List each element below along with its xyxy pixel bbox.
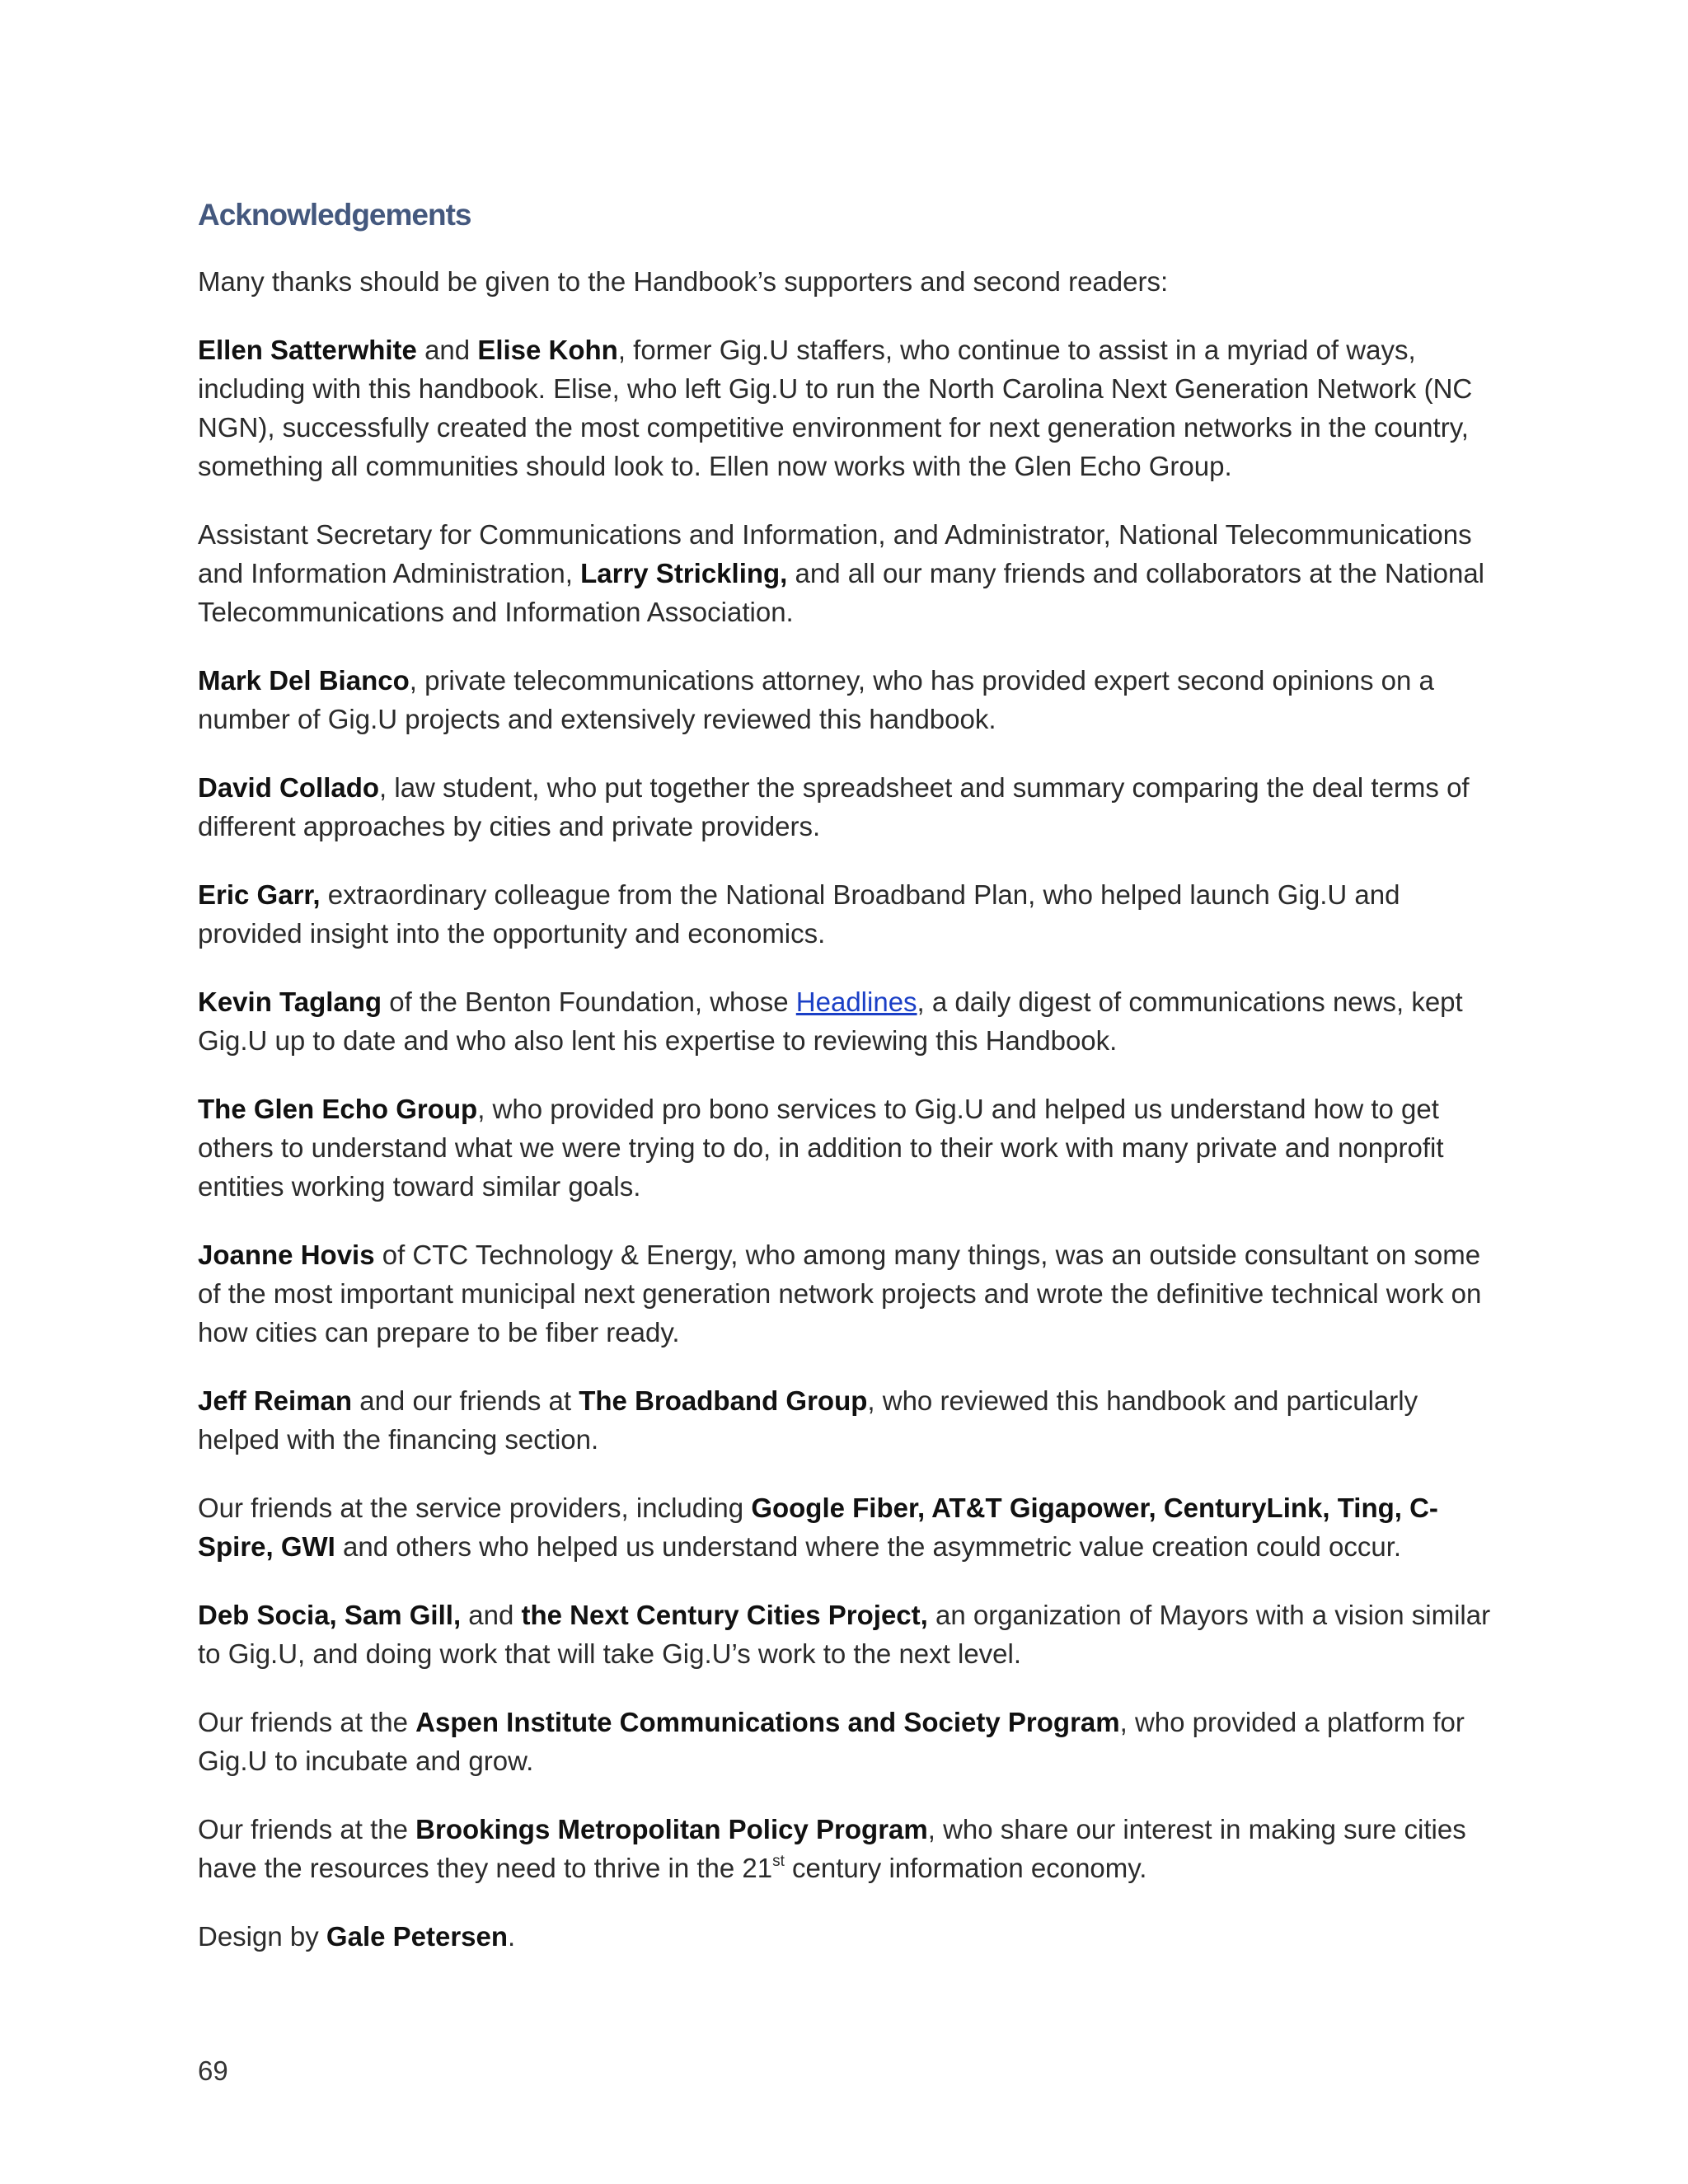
superscript-st: st <box>772 1853 785 1870</box>
name-joanne-hovis: Joanne Hovis <box>198 1240 375 1270</box>
paragraph-satterwhite-kohn: Ellen Satterwhite and Elise Kohn, former Gig.U staffers, who continue to assist in a myriad of ways, including with this handbook. Elise, who left Gig.U to run the North Carolina Next Generation Network (NC NGN), successfully created the most competitive environment for next generation networks in the country, something all communities should look to. Ellen now works with the Glen Echo Group. <box>198 335 1473 481</box>
name-socia-gill: Deb Socia, Sam Gill, <box>198 1600 462 1630</box>
name-mark-del-bianco: Mark Del Bianco <box>198 665 410 696</box>
name-kevin-taglang: Kevin Taglang <box>198 987 382 1017</box>
paragraph-garr: Eric Garr, extraordinary colleague from the National Broadband Plan, who helped launch Gig.U and provided insight into the opportunity and economics. <box>198 879 1400 949</box>
paragraph-aspen: Our friends at the Aspen Institute Communications and Society Program, who provided a platform for Gig.U to incubate and grow. <box>198 1707 1465 1776</box>
headlines-link[interactable]: Headlines <box>795 987 917 1017</box>
name-larry-strickling: Larry Strickling, <box>580 558 788 588</box>
name-next-century-cities: the Next Century Cities Project, <box>521 1600 928 1630</box>
paragraph-design-credit: Design by Gale Petersen. <box>198 1921 516 1952</box>
paragraph-service-providers: Our friends at the service providers, including Google Fiber, AT&T Gigapower, CenturyLink, Ting, C-Spire, GWI and others who helped us understand where the asymmetric value creation could occur. <box>198 1493 1438 1562</box>
name-gale-petersen: Gale Petersen <box>326 1921 509 1952</box>
intro-paragraph: Many thanks should be given to the Handbook’s supporters and second readers: <box>198 266 1169 297</box>
name-eric-garr: Eric Garr, <box>198 879 321 910</box>
name-broadband-group: The Broadband Group <box>579 1385 868 1416</box>
paragraph-glen-echo: The Glen Echo Group, who provided pro bono services to Gig.U and helped us understand how to get others to understand what we were trying to do, in addition to their work with many private and nonprofit entities working toward similar goals. <box>198 1094 1444 1202</box>
name-service-providers: Google Fiber, AT&T Gigapower, CenturyLink, Ting, C-Spire, GWI <box>198 1493 1438 1562</box>
name-glen-echo-group: The Glen Echo Group <box>198 1094 478 1124</box>
page-heading: Acknowledgements <box>198 198 471 232</box>
name-brookings: Brookings Metropolitan Policy Program <box>415 1814 928 1844</box>
paragraph-next-century-cities: Deb Socia, Sam Gill, and the Next Century Cities Project, an organization of Mayors with a vision similar to Gig.U, and doing work that will take Gig.U’s work to the next level. <box>198 1600 1491 1669</box>
name-david-collado: David Collado <box>198 772 380 803</box>
paragraph-hovis: Joanne Hovis of CTC Technology & Energy, who among many things, was an outside consultant on some of the most important municipal next generation network projects and wrote the definitive technical work on how cities can prepare to be fiber ready. <box>198 1240 1482 1347</box>
paragraph-taglang: Kevin Taglang of the Benton Foundation, whose Headlines, a daily digest of communications news, kept Gig.U up to date and who also lent his expertise to reviewing this Handbook. <box>198 987 1463 1056</box>
name-jeff-reiman: Jeff Reiman <box>198 1385 353 1416</box>
name-ellen-satterwhite: Ellen Satterwhite <box>198 335 417 365</box>
name-elise-kohn: Elise Kohn <box>477 335 618 365</box>
acknowledgements-body <box>198 262 1496 1985</box>
name-aspen-institute: Aspen Institute Communications and Society Program <box>415 1707 1120 1737</box>
paragraph-collado: David Collado, law student, who put together the spreadsheet and summary comparing the deal terms of different approaches by cities and private providers. <box>198 772 1470 841</box>
paragraph-del-bianco: Mark Del Bianco, private telecommunications attorney, who has provided expert second opinions on a number of Gig.U projects and extensively reviewed this handbook. <box>198 665 1434 734</box>
paragraph-brookings: Our friends at the Brookings Metropolitan Policy Program, who share our interest in making sure cities have the resources they need to thrive in the 21st century information economy. <box>198 1814 1466 1883</box>
paragraph-reiman: Jeff Reiman and our friends at The Broadband Group, who reviewed this handbook and particularly helped with the financing section. <box>198 1385 1418 1455</box>
paragraph-strickling: Assistant Secretary for Communications and Information, and Administrator, National Telecommunications and Information Administration, Larry Strickling, and all our many friends and collaborators at the National Telecommunications and Information Association. <box>198 519 1485 627</box>
page-number: 69 <box>198 2055 228 2086</box>
